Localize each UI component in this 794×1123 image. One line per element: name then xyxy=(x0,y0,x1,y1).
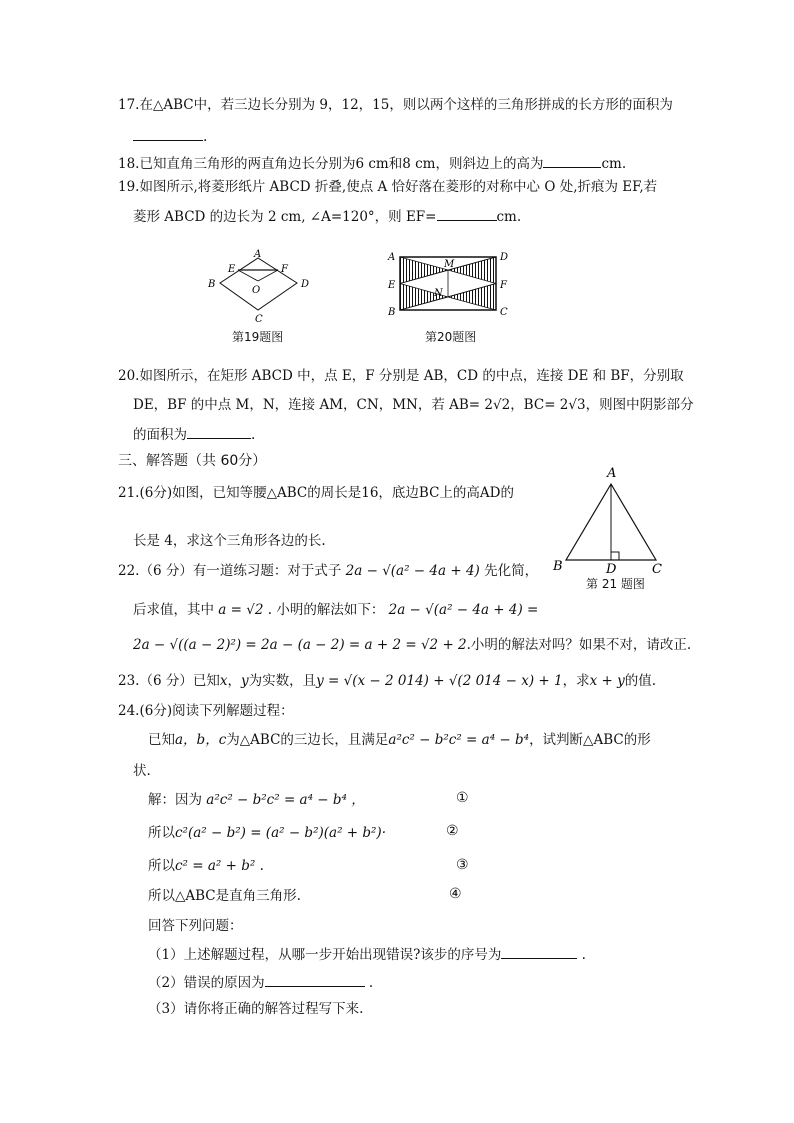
figure-21 xyxy=(548,462,674,580)
q22-line2: 后求值，其中 a = √2 . 小明的解法如下： 2a − √(a² − 4a + 4) = xyxy=(133,602,539,618)
fig19-caption: 第19题图 xyxy=(232,330,284,344)
fig21-label-c: C xyxy=(652,562,662,577)
fig19-label-d: D xyxy=(301,279,310,290)
fig19-label-f: F xyxy=(281,264,288,275)
section-3-title: 三、解答题（共 60分） xyxy=(118,453,267,469)
fig20-label-a: A xyxy=(388,252,396,263)
q24-step3-number: ③ xyxy=(456,857,469,873)
figure-20 xyxy=(384,248,514,320)
fig19-label-c: C xyxy=(255,314,263,324)
q24-head: 24.(6分)阅读下列解题过程： xyxy=(118,703,294,719)
q22-line1: 22.（6 分）有一道练习题：对于式子 2a − √(a² − 4a + 4) 先化简， xyxy=(118,563,539,579)
q17-line1: 17.在△ABC中，若三边长分别为 9，12，15，则以两个这样的三角形拼成的长方形的面积为 xyxy=(118,97,673,113)
q17-answer-blank[interactable] xyxy=(133,126,203,141)
q24-sub2: （2）错误的原因为 . xyxy=(148,972,373,992)
q24-sub2-blank[interactable] xyxy=(265,972,365,987)
q24-line1: 已知a，b，c为△ABC的三边长，且满足a²c² − b²c² = a⁴ − b⁴，试判断△ABC的形 xyxy=(148,732,651,748)
fig20-label-e: E xyxy=(388,280,396,291)
q24-step3: 所以c² = a² + b² . xyxy=(148,858,264,874)
fig20-label-c: C xyxy=(500,307,508,318)
fig20-label-m: M xyxy=(444,259,455,270)
q22-line3: 2a − √((a − 2)²) = 2a − (a − 2) = a + 2 = √2 + 2.小明的解法对吗？如果不对，请改正. xyxy=(133,637,692,653)
q24-step4-number: ④ xyxy=(449,886,462,902)
q24-step4: 所以△ABC是直角三角形. xyxy=(148,888,301,904)
fig19-label-e: E xyxy=(228,264,236,275)
q24-sub3: （3）请你将正确的解答过程写下来. xyxy=(148,1001,364,1017)
fig21-caption: 第 21 题图 xyxy=(586,577,645,591)
q24-step2-number: ② xyxy=(446,823,459,839)
q24-step2: 所以c²(a² − b²) = (a² − b²)(a² + b²)· xyxy=(148,825,386,841)
fig20-label-f: F xyxy=(500,280,507,291)
q21-line2: 长是 4，求这个三角形各边的长. xyxy=(133,533,326,549)
q20-line2: DE，BF 的中点 M，N，连接 AM，CN，MN，若 AB= 2√2，BC= 2√3，则图中阴影部分 xyxy=(133,397,694,413)
q20-line1: 20.如图所示，在矩形 ABCD 中，点 E，F 分别是 AB，CD 的中点，连接 DE 和 BF，分别取 xyxy=(118,368,684,384)
figure-19 xyxy=(200,246,320,324)
q24-step1: 解：因为 a²c² − b²c² = a⁴ − b⁴ ， xyxy=(148,792,365,808)
fig19-label-b: B xyxy=(208,279,216,290)
q21-line1: 21.(6分)如图，已知等腰△ABC的周长是16，底边BC上的高AD的 xyxy=(118,485,514,501)
q24-line2: 状. xyxy=(133,763,151,779)
q19-answer-blank[interactable] xyxy=(437,206,497,221)
q17-line2: . xyxy=(133,126,207,146)
fig20-label-b: B xyxy=(388,307,396,318)
q24-sub1-blank[interactable] xyxy=(501,944,577,959)
fig20-label-n: N xyxy=(434,288,443,299)
fig20-caption: 第20题图 xyxy=(425,330,477,344)
fig21-label-a: A xyxy=(607,466,617,481)
q19-line1: 19.如图所示,将菱形纸片 ABCD 折叠,使点 A 恰好落在菱形的对称中心 O 处,折痕为 EF,若 xyxy=(118,179,658,195)
q19-line2: 菱形 ABCD 的边长为 2 cm, ∠A=120°，则 EF= cm. xyxy=(133,206,521,226)
q24-step1-number: ① xyxy=(456,790,469,806)
q23: 23.（6 分）已知x，y为实数，且y = √(x − 2 014) + √(2 014 − x) + 1，求x + y的值. xyxy=(118,673,657,689)
fig19-label-o: O xyxy=(252,285,261,296)
fig21-label-b: B xyxy=(553,559,563,574)
q20-answer-blank[interactable] xyxy=(187,424,251,439)
fig19-label-a: A xyxy=(254,249,262,260)
fig21-label-d: D xyxy=(606,562,617,577)
q20-line3: 的面积为 . xyxy=(133,424,255,444)
q24-answer-head: 回答下列问题： xyxy=(148,918,243,934)
q18: 18.已知直角三角形的两直角边长分别为6 cm和8 cm，则斜边上的高为 cm. xyxy=(118,153,626,173)
q18-answer-blank[interactable] xyxy=(543,153,601,168)
fig20-label-d: D xyxy=(500,252,509,263)
q24-sub1: （1）上述解题过程，从哪一步开始出现错误?该步的序号为 . xyxy=(148,944,586,964)
